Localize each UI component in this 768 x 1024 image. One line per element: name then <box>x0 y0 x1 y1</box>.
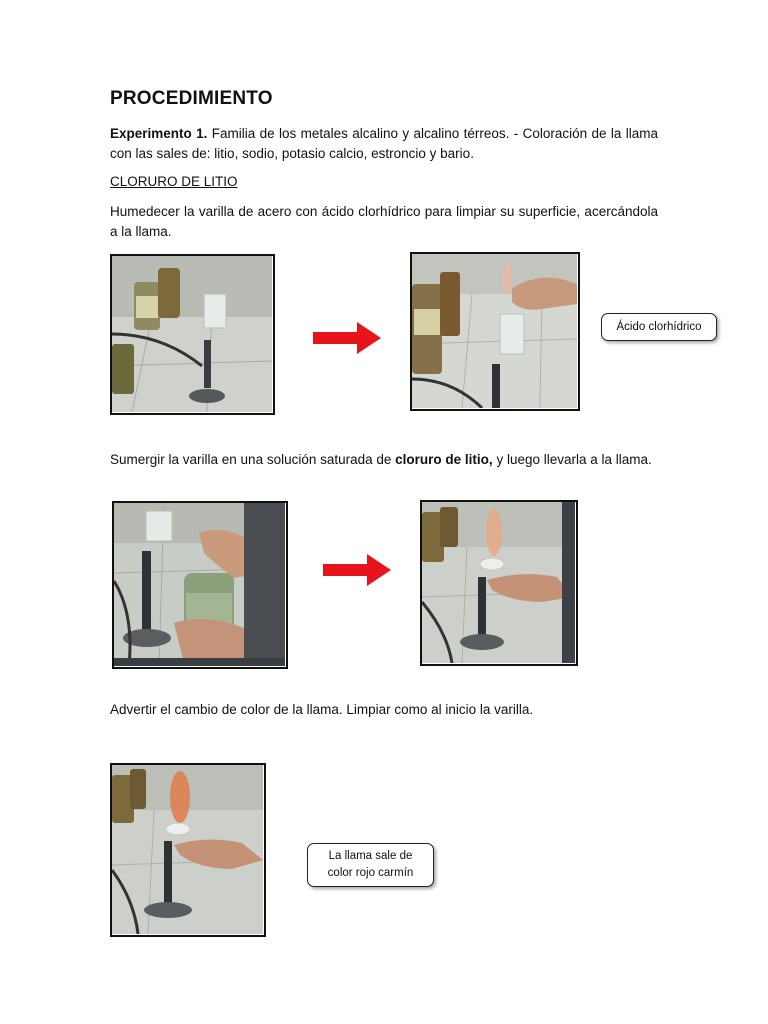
photo-acid-rinse <box>410 252 580 411</box>
photo-dip-rod <box>112 501 288 669</box>
experiment-description: Familia de los metales alcalino y alcalino térreos. - Coloración de la llama con las sales de: litio, sodio, potasio calcio, estroncio y bario. <box>110 126 658 161</box>
step3-text: Advertir el cambio de color de la llama. Limpiar como al inicio la varilla. <box>110 702 534 717</box>
experiment-intro <box>110 124 658 164</box>
callout-flame-line1: La llama sale de <box>328 850 413 862</box>
step1-text: Humedecer la varilla de acero con ácido clorhídrico para limpiar su superficie, acercándola a la llama. <box>110 204 658 239</box>
callout-flame-color <box>307 843 434 887</box>
step2-text-start: Sumergir la varilla en una solución saturada de <box>110 452 396 467</box>
step2-text <box>110 450 658 470</box>
photo-rod-in-flame <box>420 500 578 666</box>
callout-flame-line2: color rojo carmín <box>327 867 414 879</box>
arrow-right-icon <box>313 322 381 354</box>
arrow-right-icon-2 <box>323 554 391 586</box>
photo-bunsen-burner <box>110 254 275 415</box>
step2-text-end: y luego llevarla a la llama. <box>492 452 652 467</box>
callout-acid-text: Ácido clorhídrico <box>616 320 702 333</box>
step2-text-bold: cloruro de litio, <box>395 452 493 467</box>
callout-acid <box>601 313 717 341</box>
section-title: CLORURO DE LITIO <box>110 174 238 189</box>
page-title: PROCEDIMIENTO <box>110 88 273 109</box>
experiment-label: Experimento 1. <box>110 126 208 141</box>
photo-red-flame <box>110 763 266 937</box>
